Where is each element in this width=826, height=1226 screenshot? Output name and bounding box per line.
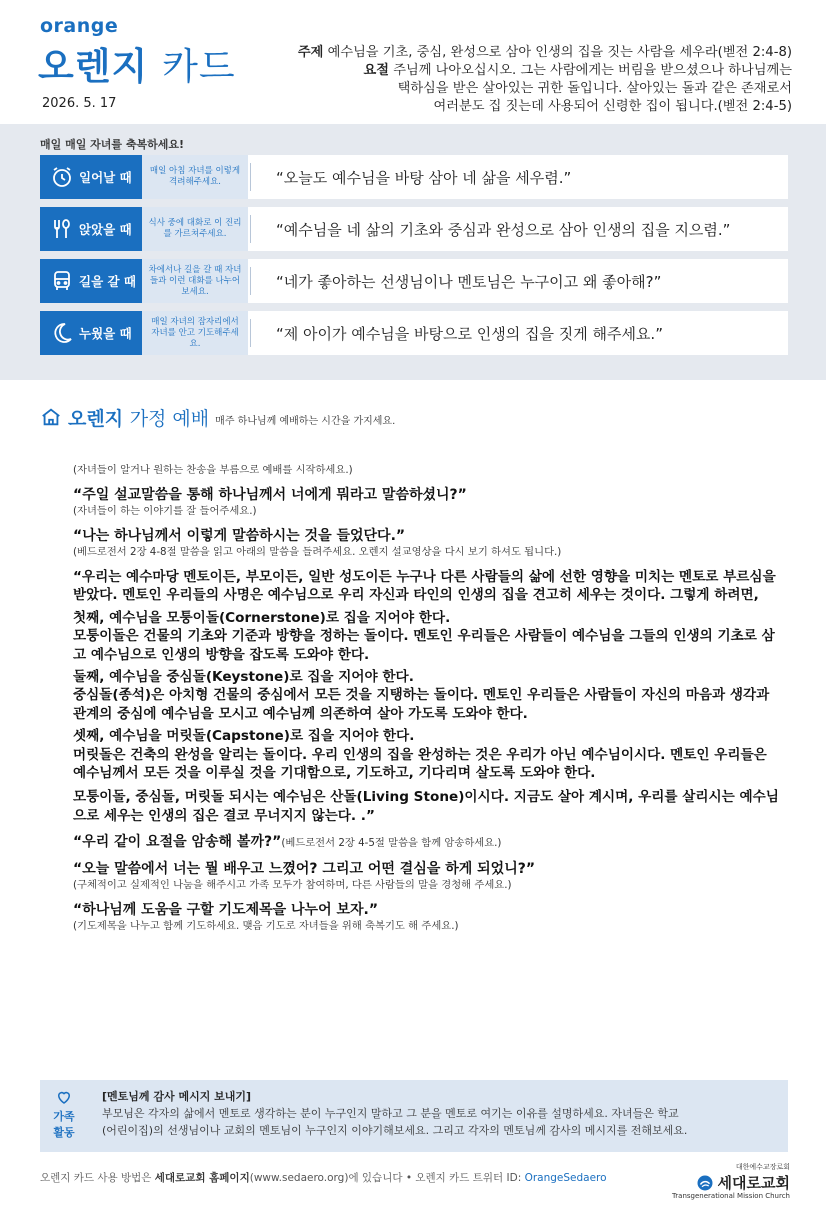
blessing-guide: 차에서나 길을 갈 때 자녀들과 이런 대화를 나누어 보세요.	[142, 259, 248, 303]
blessing-quote: “예수님을 네 삶의 기초와 중심과 완성으로 삼아 인생의 집을 지으렴.”	[276, 220, 731, 239]
car-icon	[50, 269, 74, 293]
note-4: (구체적이고 실제적인 나눔을 해주시고 가족 모두가 참여하며, 다른 사람들의 말을 경청해 주세요.)	[73, 879, 512, 892]
activity-title: [멘토님께 감사 메시지 보내기]	[102, 1090, 252, 1103]
church-emblem-icon	[696, 1174, 714, 1192]
blessing-quote: “오늘도 예수님을 바탕 삼아 네 삶을 세우렴.”	[276, 168, 572, 187]
blessing-guide: 식사 중에 대화로 이 진리를 가르쳐주세요.	[142, 207, 248, 251]
blessing-row-sit	[40, 207, 788, 251]
worship-intro: (자녀들이 알거나 원하는 찬송을 부름으로 예배를 시작하세요.)	[73, 464, 353, 476]
key-verse-line2: 택하심을 받은 살아있는 귀한 돌입니다. 살아있는 돌과 같은 존재로서	[397, 81, 792, 96]
church-logo	[670, 1162, 790, 1202]
blessing-row-wake	[40, 155, 788, 199]
worship-title-bold: 오렌지	[68, 407, 124, 430]
footer-homepage[interactable]: 세대로교회 홈페이지	[154, 1172, 250, 1184]
heart-icon	[55, 1088, 73, 1106]
note-3: (베드로전서 2장 4-5절 말씀을 함께 암송하세요.)	[281, 837, 502, 850]
note-2: (베드로전서 2장 4-8절 말씀을 읽고 아래의 말씀을 들려주세요. 오렌지 설교영상을 다시 보기 하셔도 됩니다.)	[73, 546, 562, 558]
question-3-text: “우리 같이 요절을 암송해 볼까?”	[73, 834, 282, 851]
footer-note	[40, 1170, 607, 1185]
point-2-body: 중심돌(종석)은 아치형 건물의 중심에서 모든 것을 지탱하는 돌이다. 멘토인 우리들은 사람들이 자신의 마음과 생각과 관계의 중심에 예수님을 모시고 예수님께 의존하여 살아 가도록 도와야 한다.	[73, 687, 770, 722]
divider	[250, 163, 251, 191]
family-activity-box	[40, 1080, 788, 1152]
logo-main: 오렌지	[38, 45, 149, 88]
church-english-name: Transgenerational Mission Church	[672, 1192, 790, 1200]
blessing-label: 앉았을 때	[79, 222, 132, 237]
house-icon	[40, 406, 62, 428]
question-5: “하나님께 도움을 구할 기도제목을 나누어 보자.”	[73, 902, 379, 919]
worship-content	[73, 463, 783, 934]
question-2: “나는 하나님께서 이렇게 말씀하시는 것을 들었단다.”	[73, 528, 406, 544]
footer-text-2: (www.sedaero.org)에 있습니다 • 오렌지 카드 트위터 ID:	[249, 1172, 525, 1184]
church-name: 세대로교회	[717, 1174, 790, 1192]
question-1: “주일 설교말씀을 통해 하나님께서 너에게 뭐라고 말씀하셨니?”	[73, 487, 467, 503]
daily-blessing-section	[0, 124, 826, 380]
question-3	[73, 833, 783, 852]
point-1-title: 첫째, 예수님을 모퉁이돌(Cornerstone)로 집을 지어야 한다.	[73, 609, 451, 626]
sermon-intro: “우리는 예수마당 멘토이든, 부모이든, 일반 성도이든 누구나 다른 사람들의 삶에 선한 영향을 미치는 멘토로 부르심을 받았다. 멘토인 우리들의 사명은 예수님으로 우리 자신과 타인의 인생의 집을 견고히 세우는 것이다. 그렇게 하려면,	[73, 569, 776, 604]
moon-icon	[50, 321, 74, 345]
blessing-title: 매일 매일 자녀를 축복하세요!	[40, 138, 185, 151]
blessing-row-walk	[40, 259, 788, 303]
point-3-title: 셋째, 예수님을 머릿돌(Capstone)로 집을 지어야 한다.	[73, 728, 415, 745]
header	[0, 0, 826, 124]
church-name-wrap	[696, 1172, 790, 1193]
activity-line-1: 부모님은 각자의 삶에서 멘토로 생각하는 분이 누구인지 말하고 그 분을 멘토로 여기는 이유를 설명하세요. 자녀들은 학교	[102, 1107, 679, 1120]
point-1-body: 모퉁이돌은 건물의 기초와 기준과 방향을 정하는 돌이다. 멘토인 우리들은 사람들이 예수님을 그들의 인생의 기초로 삼고 예수님으로 인생의 방향을 잡도록 도와야 한다.	[73, 628, 775, 663]
blessing-guide: 매일 자녀의 잠자리에서 자녀를 안고 기도해주세요.	[142, 311, 248, 355]
divider	[250, 319, 251, 347]
logo	[38, 36, 236, 90]
activity-line-2: (어린이집)의 선생님이나 교회의 멘토님이 누구인지 이야기해보세요. 그리고 각자의 멘토님께 감사의 메시지를 전해보세요.	[102, 1124, 688, 1137]
divider	[250, 215, 251, 243]
worship-title-light: 가정 예배	[129, 407, 210, 430]
alarm-clock-icon	[50, 165, 74, 189]
church-denomination: 대한예수교장로회	[735, 1163, 790, 1171]
worship-subtitle: 매주 하나님께 예배하는 시간을 가지세요.	[215, 416, 396, 427]
topic-block	[252, 44, 792, 116]
blessing-guide: 매일 아침 자녀를 이렇게 격려해주세요.	[142, 155, 248, 199]
logo-small: orange	[40, 15, 119, 37]
point-2-title: 둘째, 예수님을 중심돌(Keystone)로 집을 지어야 한다.	[73, 669, 414, 686]
sermon-conclusion: 모퉁이돌, 중심돌, 머릿돌 되시는 예수님은 산돌(Living Stone)이시다. 지금도 살아 계시며, 우리를 살리시는 예수님으로 세우는 인생의 집은 결코 무너지지 않는다. .”	[73, 789, 779, 824]
key-verse-line3: 여러분도 집 짓는데 사용되어 신령한 집이 됩니다.(벧전 2:4-5)	[433, 99, 792, 114]
blessing-label: 길을 갈 때	[79, 274, 137, 289]
topic-label: 주제	[297, 45, 324, 60]
blessing-quote: “제 아이가 예수님을 바탕으로 인생의 집을 짓게 해주세요.”	[276, 324, 663, 343]
blessing-label: 일어날 때	[79, 170, 132, 185]
blessing-label: 누웠을 때	[79, 326, 132, 341]
activity-side	[40, 1080, 88, 1152]
blessing-row-sleep	[40, 311, 788, 355]
note-1: (자녀들이 하는 이야기를 잘 들어주세요.)	[73, 505, 257, 517]
key-verse-line1: 주님께 나아오십시오. 그는 사람에게는 버림을 받으셨으나 하나님께는	[393, 63, 792, 78]
question-4: “오늘 말씀에서 너는 뭘 배우고 느꼈어? 그리고 어떤 결심을 하게 되었니?”	[73, 861, 536, 878]
divider	[250, 267, 251, 295]
activity-body	[102, 1105, 778, 1139]
topic-text: 예수님을 기초, 중심, 완성으로 삼아 인생의 집을 짓는 사람을 세우라(벧전 2:4-8)	[327, 45, 792, 60]
note-5: (기도제목을 나누고 함께 기도하세요. 맺음 기도로 자녀들을 위해 축복기도 해 주세요.)	[73, 920, 459, 933]
blessing-quote: “네가 좋아하는 선생님이나 멘토님은 누구이고 왜 좋아해?”	[276, 272, 662, 291]
fork-spoon-icon	[50, 217, 74, 241]
activity-side-label: 가족 활동	[53, 1110, 75, 1139]
card-date: 2026. 5. 17	[42, 96, 117, 111]
family-worship-header	[40, 404, 395, 430]
point-3-body: 머릿돌은 건축의 완성을 알리는 돌이다. 우리 인생의 집을 완성하는 것은 우리가 아닌 예수님이시다. 멘토인 우리들은 예수님께서 모든 것을 이루실 것을 기대함으로, 기도하고, 기다리며 살도록 도와야 한다.	[73, 746, 767, 782]
worship-title	[68, 404, 209, 431]
key-verse-label: 요절	[363, 63, 390, 78]
logo-sub: 카드	[162, 45, 236, 88]
footer-text-1: 오렌지 카드 사용 방법은	[40, 1172, 155, 1184]
footer-twitter-id[interactable]: OrangeSedaero	[524, 1172, 607, 1184]
